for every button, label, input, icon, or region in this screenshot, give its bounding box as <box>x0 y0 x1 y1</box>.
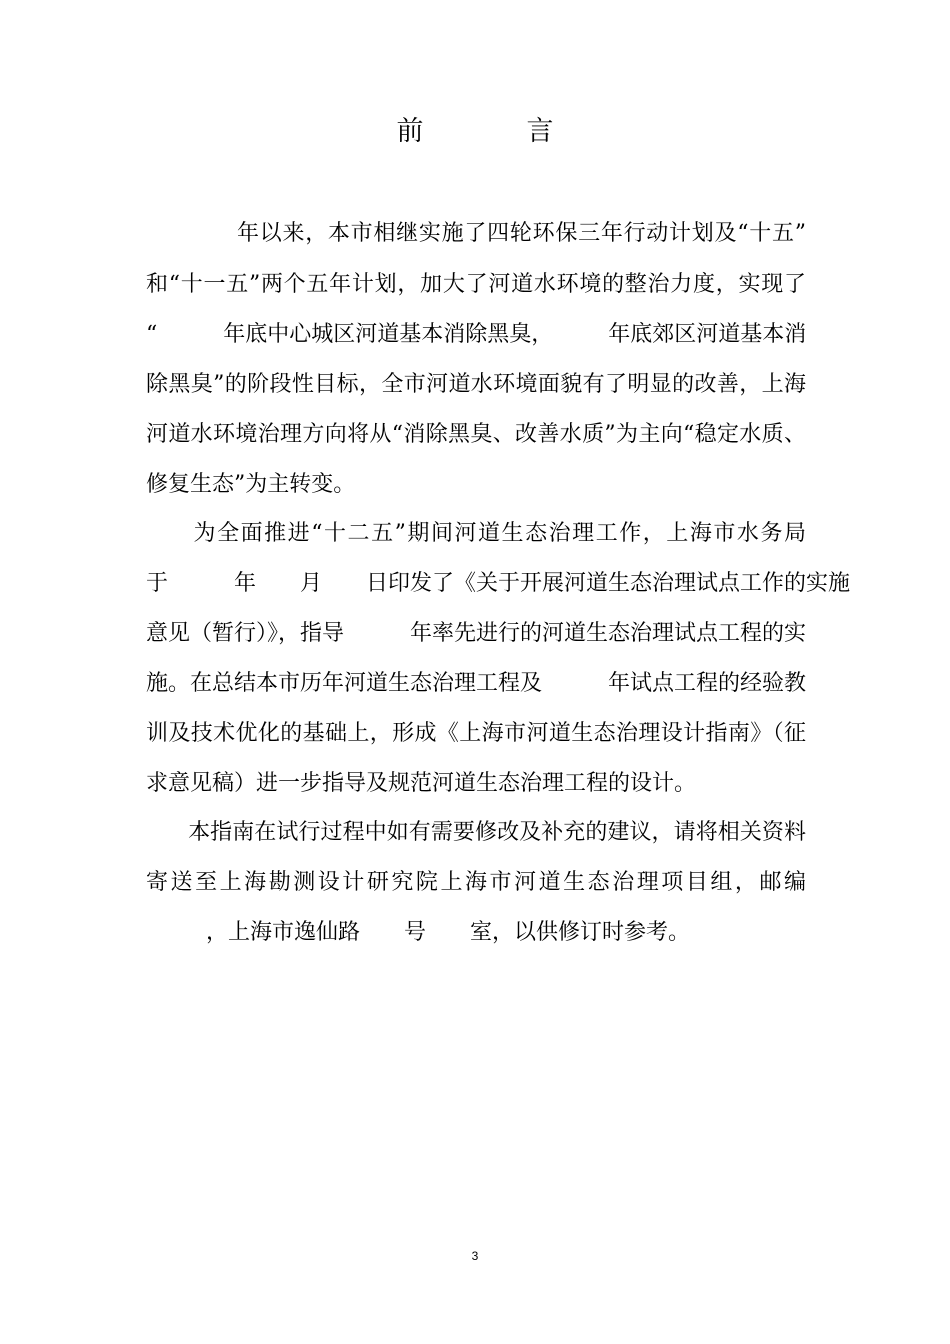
paragraph-1-line-6: 修复生态”为主转变。 <box>146 472 356 497</box>
paragraph-3-line-2: 寄送至上海勘测设计研究院上海市河道生态治理项目组，邮编 <box>146 870 806 895</box>
paragraph-2-line-1: 为全面推进“十二五”期间河道生态治理工作，上海市水务局 <box>170 521 806 546</box>
paragraph-1-line-5: 河道水环境治理方向将从“消除黑臭、改善水质”为主向“稳定水质、 <box>146 422 806 447</box>
paragraph-1-line-1: 年以来，本市相继实施了四轮环保三年行动计划及“十五” <box>146 221 806 246</box>
paragraph-1-line-4: 除黑臭”的阶段性目标，全市河道水环境面貌有了明显的改善，上海 <box>146 372 806 397</box>
paragraph-1-line-2: 和“十一五”两个五年计划，加大了河道水环境的整治力度，实现了 <box>146 272 806 297</box>
paragraph-2-line-4: 施。在总结本市历年河道生态治理工程及 年试点工程的经验教 <box>146 671 807 696</box>
paragraph-2-line-2: 于 年 月 日印发了《关于开展河道生态治理试点工作的实施 <box>146 571 851 596</box>
paragraph-1-line-3: “ 年底中心城区河道基本消除黑臭， 年底郊区河道基本消 <box>146 322 807 347</box>
paragraph-2-line-6: 求意见稿）进一步指导及规范河道生态治理工程的设计。 <box>146 771 697 796</box>
paragraph-3-line-1: 本指南在试行过程中如有需要修改及补充的建议，请将相关资料 <box>166 820 806 845</box>
paragraph-3-line-3: ，上海市逸仙路 号 室，以供修订时参考。 <box>140 920 691 945</box>
page-title: 前 言 <box>396 116 592 147</box>
paragraph-2-line-3: 意见（暂行）》，指导 年率先进行的河道生态治理试点工程的实 <box>146 621 807 646</box>
page-number: 3 <box>471 1249 479 1263</box>
paragraph-2-line-5: 训及技术优化的基础上，形成《上海市河道生态治理设计指南》（征 <box>146 721 806 746</box>
